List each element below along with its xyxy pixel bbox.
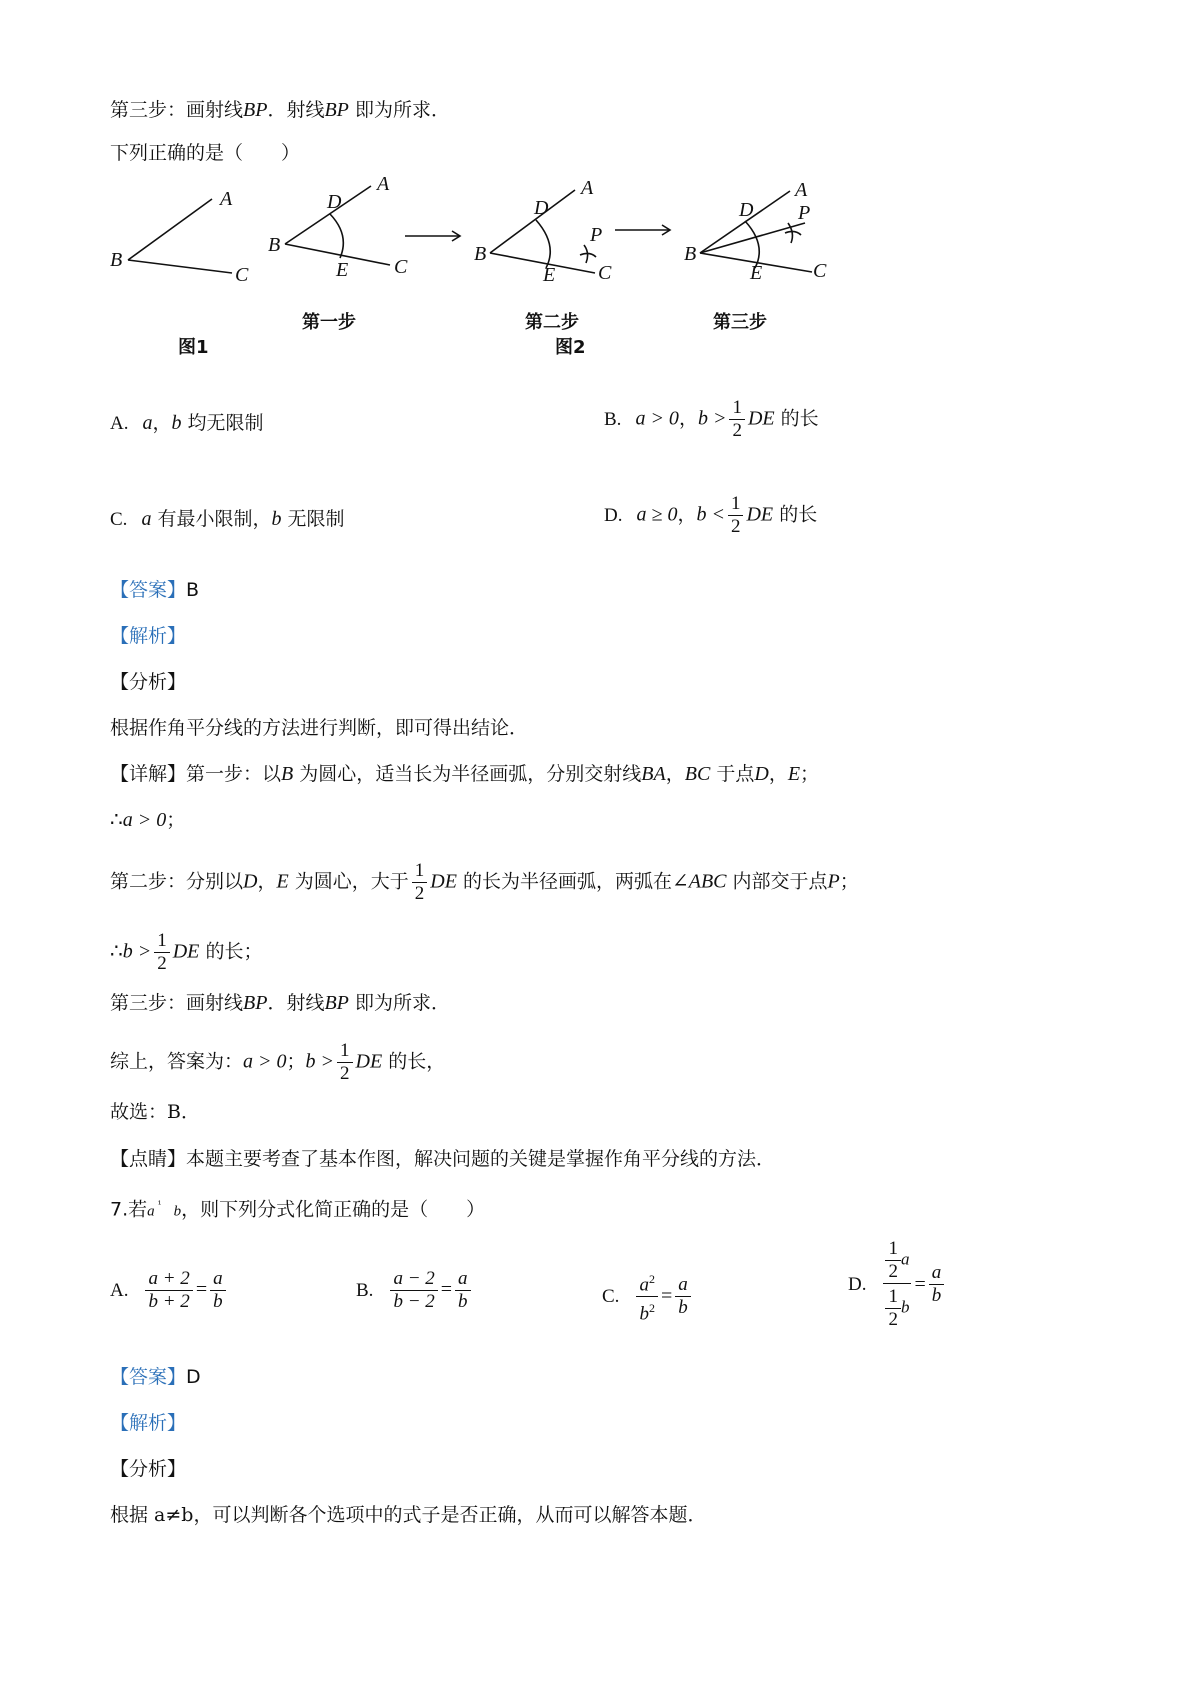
fig2-caption: 图2	[555, 337, 586, 358]
q6-detail-step2: 第二步：分别以D，E 为圆心，大于 $\frac{1}{2}$ DE 的长为半径画弧，两弧在∠ABC 内部交于点P；	[110, 860, 859, 904]
step2-label-b: B	[474, 243, 487, 265]
segment-de: DE	[747, 407, 775, 430]
q7-option-d: D. $\frac{1}{2}$ a $\frac{1}{2}$ b = $\frac{a}{b}$	[848, 1238, 947, 1331]
q7-question: 7.若a $^{^1}$ b，则下列分式化简正确的是（ ）	[110, 1198, 486, 1221]
q7-option-b: B. $\frac{a - 2}{b - 2}$ = $\frac{a}{b}$	[356, 1268, 474, 1313]
fraction-half: $\frac{1}{2}$	[154, 930, 170, 975]
option-label: C.	[602, 1285, 620, 1307]
q6-detail-therefore1: ∴a > 0；	[110, 809, 186, 831]
q6-analysis-label: 【解析】	[110, 625, 187, 647]
var-a: a	[141, 508, 152, 530]
q6-fenxi-label: 【分析】	[110, 671, 187, 693]
q6-detail-step1: 【详解】第一步：以B 为圆心，适当长为半径画弧，分别交射线BA，BC 于点D，E；	[110, 763, 820, 785]
step3-label-a: A	[795, 179, 808, 201]
q6-dianjing: 【点睛】本题主要考查了基本作图，解决问题的关键是掌握作角平分线的方法．	[110, 1148, 776, 1170]
option-text: 无限制	[281, 508, 345, 530]
q7-fenxi-label: 【分析】	[110, 1458, 187, 1480]
step1-label-a: A	[377, 175, 390, 195]
option-text: 的长	[774, 407, 819, 430]
step3-line-top	[110, 97, 450, 123]
step1-label-d: D	[327, 191, 342, 213]
answer-label: 【答案】	[110, 1366, 187, 1388]
option-label: D.	[848, 1273, 867, 1295]
answer-label: 【答案】	[110, 579, 187, 601]
option-label: A.	[110, 413, 129, 434]
step3-label-c: C	[813, 260, 827, 282]
fig1-caption: 图1	[178, 337, 209, 358]
answer-value: B	[186, 579, 200, 601]
cond-a: a > 0	[635, 407, 679, 430]
q7-option-a: A. $\frac{a + 2}{b + 2}$ = $\frac{a}{b}$	[110, 1268, 229, 1313]
var-a: a	[142, 412, 153, 434]
q6-detail-summary: 综上，答案为：a > 0；b > $\frac{1}{2}$ DE 的长，	[110, 1040, 446, 1084]
fig1-label-a: A	[220, 188, 233, 210]
q6-detail-step3: 第三步：画射线BP．射线BP 即为所求．	[110, 992, 450, 1014]
step3-mid: ．射线	[267, 99, 325, 121]
step2-caption: 第二步	[525, 312, 579, 333]
fig1-label-c: C	[235, 264, 249, 286]
step3-caption: 第三步	[713, 312, 767, 333]
fig1-ray-bc	[128, 260, 232, 273]
cond-b: b <	[696, 503, 725, 526]
step1-label-e: E	[336, 259, 349, 281]
comma: ，	[677, 503, 697, 526]
option-text: 的长	[773, 503, 818, 526]
step2-label-d: D	[534, 197, 549, 219]
step2-label-c: C	[598, 262, 612, 284]
option-label: B.	[356, 1279, 374, 1301]
cond-b: b >	[697, 407, 727, 430]
step3-label-p: P	[798, 202, 811, 224]
step3-label-d: D	[739, 199, 754, 221]
step3-text: 第三步：画射线	[110, 99, 244, 121]
q6-option-b	[604, 397, 819, 442]
fraction-half: $\frac{1}{2}$	[729, 397, 745, 442]
step1-label-b: B	[268, 234, 281, 256]
step3-end: 即为所求．	[348, 99, 450, 121]
step3-ray-bp	[700, 223, 805, 253]
q6-detail-therefore2: ∴b > $\frac{1}{2}$ DE 的长；	[110, 930, 263, 974]
ray-bp: BP	[324, 99, 349, 121]
fig1-label-b: B	[110, 249, 123, 271]
step2-label-e: E	[543, 264, 556, 286]
q6-option-c	[110, 506, 345, 533]
q6-detail-choose: 故选：B．	[110, 1101, 200, 1123]
var-b: b	[171, 412, 182, 434]
ray-bp: BP	[243, 99, 268, 121]
q6-answer	[110, 577, 199, 603]
comma: ，	[678, 407, 698, 430]
answer-value: D	[186, 1366, 201, 1388]
q6-fenxi-text: 根据作角平分线的方法进行判断，即可得出结论．	[110, 717, 529, 739]
option-label: B.	[604, 408, 622, 430]
q7-option-c: C. $\frac{a^2}{b^2}$ = $\frac{a}{b}$	[602, 1268, 694, 1326]
construction-figures	[0, 175, 1200, 375]
fraction-half: $\frac{1}{2}$	[337, 1040, 353, 1085]
option-label: A.	[110, 1279, 129, 1301]
option-text: 有最小限制，	[151, 508, 272, 530]
step1-caption: 第一步	[302, 312, 356, 333]
segment-de: DE	[746, 503, 774, 526]
step1-label-c: C	[394, 256, 408, 278]
comma: ，	[152, 412, 172, 434]
fig1-ray-ba	[128, 199, 212, 260]
step2-arc	[536, 220, 550, 268]
fraction-half: $\frac{1}{2}$	[412, 860, 428, 905]
q6-option-a	[110, 410, 264, 437]
step2-ray-ba	[490, 190, 575, 253]
cond-a: a ≥ 0	[636, 503, 678, 526]
question-prompt: 下列正确的是（ ）	[110, 142, 301, 164]
q7-analysis-label: 【解析】	[110, 1412, 187, 1434]
var-b: b	[271, 508, 282, 530]
step1-arc	[330, 214, 343, 258]
fraction-half: $\frac{1}{2}$	[728, 493, 744, 538]
option-label: D.	[604, 504, 623, 526]
step2-label-p: P	[590, 224, 603, 246]
step2-label-a: A	[581, 177, 594, 199]
q7-fenxi-text: 根据 a≠b，可以判断各个选项中的式子是否正确，从而可以解答本题．	[110, 1504, 707, 1526]
option-label: C.	[110, 509, 128, 530]
step3-label-e: E	[750, 262, 763, 284]
q6-option-d	[604, 493, 817, 538]
option-text: 均无限制	[181, 412, 264, 434]
q7-answer	[110, 1364, 201, 1390]
step3-label-b: B	[684, 243, 697, 265]
